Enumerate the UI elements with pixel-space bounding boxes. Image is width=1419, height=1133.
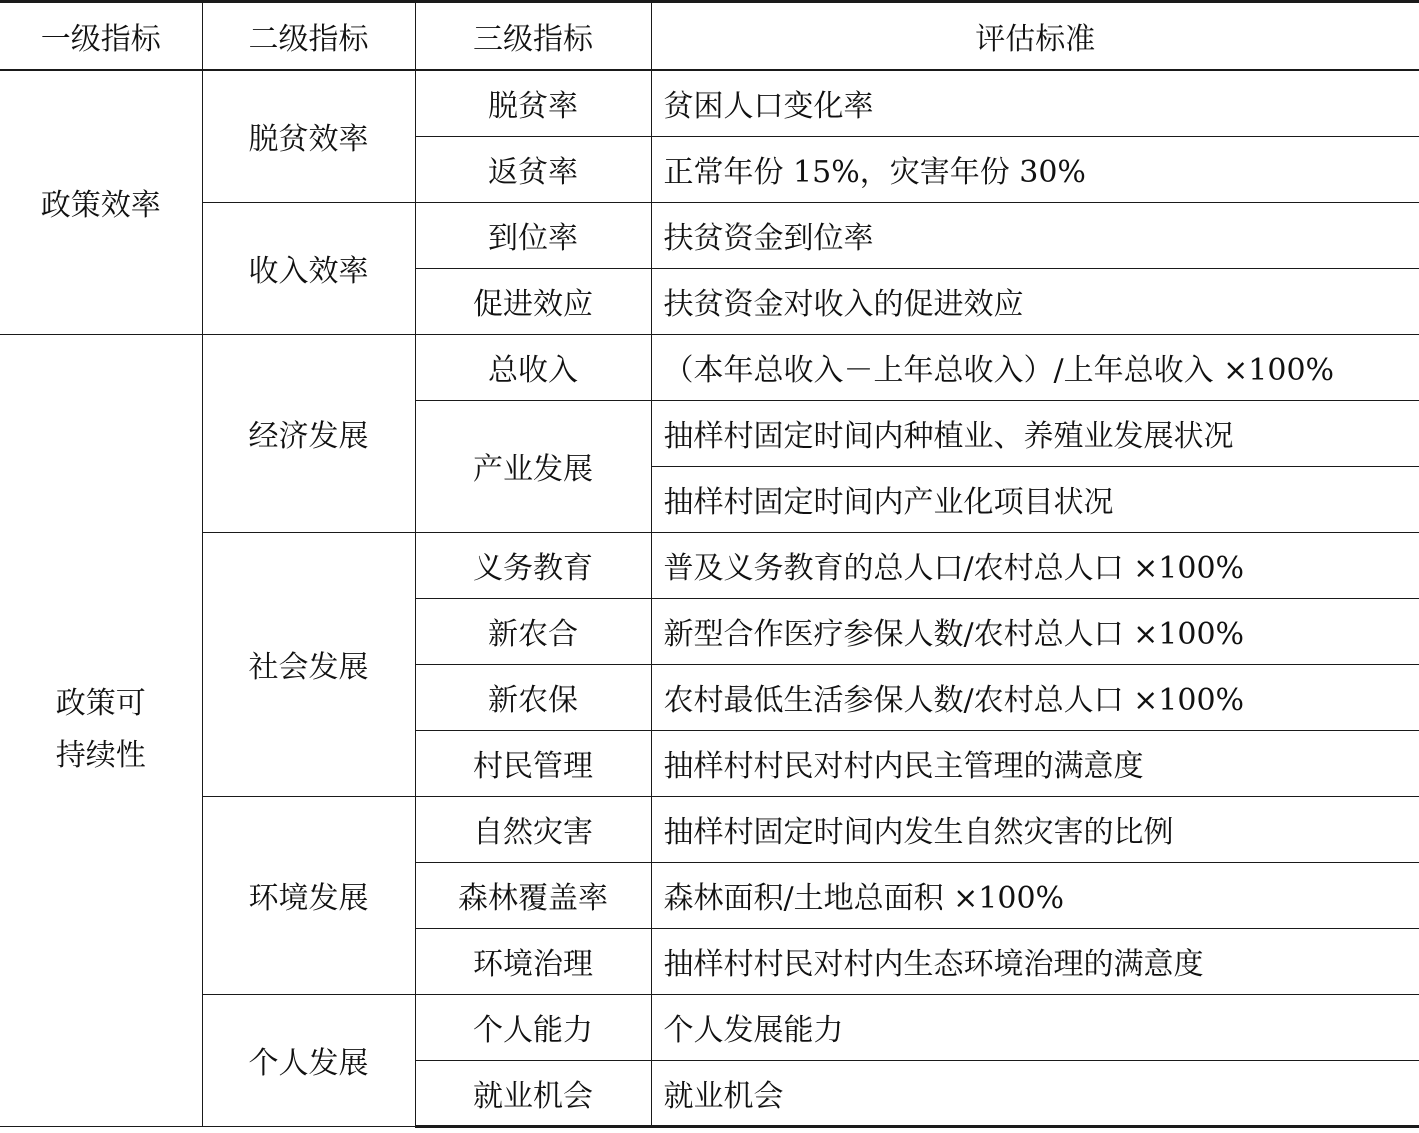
level3-cell: 产业发展 xyxy=(415,400,651,532)
level2-cell: 社会发展 xyxy=(202,532,415,796)
level3-cell: 返贫率 xyxy=(415,136,651,202)
table-row xyxy=(0,334,1419,400)
table-row xyxy=(0,994,1419,1060)
level1-cell: 政策效率 xyxy=(0,70,202,334)
level3-cell: 村民管理 xyxy=(415,730,651,796)
standard-cell: （本年总收入－上年总收入）/上年总收入 ×100% xyxy=(651,334,1419,400)
standard-cell: 普及义务教育的总人口/农村总人口 ×100% xyxy=(651,532,1419,598)
table-row xyxy=(0,796,1419,862)
header-standard: 评估标准 xyxy=(651,2,1419,71)
table-row xyxy=(0,202,1419,268)
level1-cell xyxy=(0,334,202,1126)
standard-cell: 抽样村村民对村内民主管理的满意度 xyxy=(651,730,1419,796)
standard-cell: 抽样村固定时间内种植业、养殖业发展状况 xyxy=(651,400,1419,466)
header-level1: 一级指标 xyxy=(0,2,202,71)
level2-cell: 个人发展 xyxy=(202,994,415,1126)
standard-cell: 扶贫资金对收入的促进效应 xyxy=(651,268,1419,334)
level3-cell: 总收入 xyxy=(415,334,651,400)
level3-cell: 新农保 xyxy=(415,664,651,730)
standard-cell: 就业机会 xyxy=(651,1060,1419,1126)
level3-cell: 就业机会 xyxy=(415,1060,651,1126)
table-row xyxy=(0,70,1419,136)
standard-cell: 贫困人口变化率 xyxy=(651,70,1419,136)
level2-cell: 脱贫效率 xyxy=(202,70,415,202)
standard-cell: 抽样村固定时间内发生自然灾害的比例 xyxy=(651,796,1419,862)
standard-cell: 抽样村固定时间内产业化项目状况 xyxy=(651,466,1419,532)
level3-cell: 个人能力 xyxy=(415,994,651,1060)
header-level2: 二级指标 xyxy=(202,2,415,71)
level3-cell: 森林覆盖率 xyxy=(415,862,651,928)
header-row xyxy=(0,2,1419,71)
level3-cell: 脱贫率 xyxy=(415,70,651,136)
header-level3: 三级指标 xyxy=(415,2,651,71)
table-row xyxy=(0,532,1419,598)
standard-cell: 扶贫资金到位率 xyxy=(651,202,1419,268)
level3-cell: 义务教育 xyxy=(415,532,651,598)
level1-line2: 持续性 xyxy=(55,738,146,773)
level1-line1: 政策可 xyxy=(55,686,146,721)
standard-cell: 正常年份 15%，灾害年份 30% xyxy=(651,136,1419,202)
level3-cell: 促进效应 xyxy=(415,268,651,334)
level2-cell: 环境发展 xyxy=(202,796,415,994)
standard-cell: 抽样村村民对村内生态环境治理的满意度 xyxy=(651,928,1419,994)
standard-cell: 森林面积/土地总面积 ×100% xyxy=(651,862,1419,928)
level2-cell: 经济发展 xyxy=(202,334,415,532)
level2-cell: 收入效率 xyxy=(202,202,415,334)
level3-cell: 自然灾害 xyxy=(415,796,651,862)
level3-cell: 到位率 xyxy=(415,202,651,268)
level3-cell: 新农合 xyxy=(415,598,651,664)
level3-cell: 环境治理 xyxy=(415,928,651,994)
standard-cell: 农村最低生活参保人数/农村总人口 ×100% xyxy=(651,664,1419,730)
standard-cell: 个人发展能力 xyxy=(651,994,1419,1060)
standard-cell: 新型合作医疗参保人数/农村总人口 ×100% xyxy=(651,598,1419,664)
